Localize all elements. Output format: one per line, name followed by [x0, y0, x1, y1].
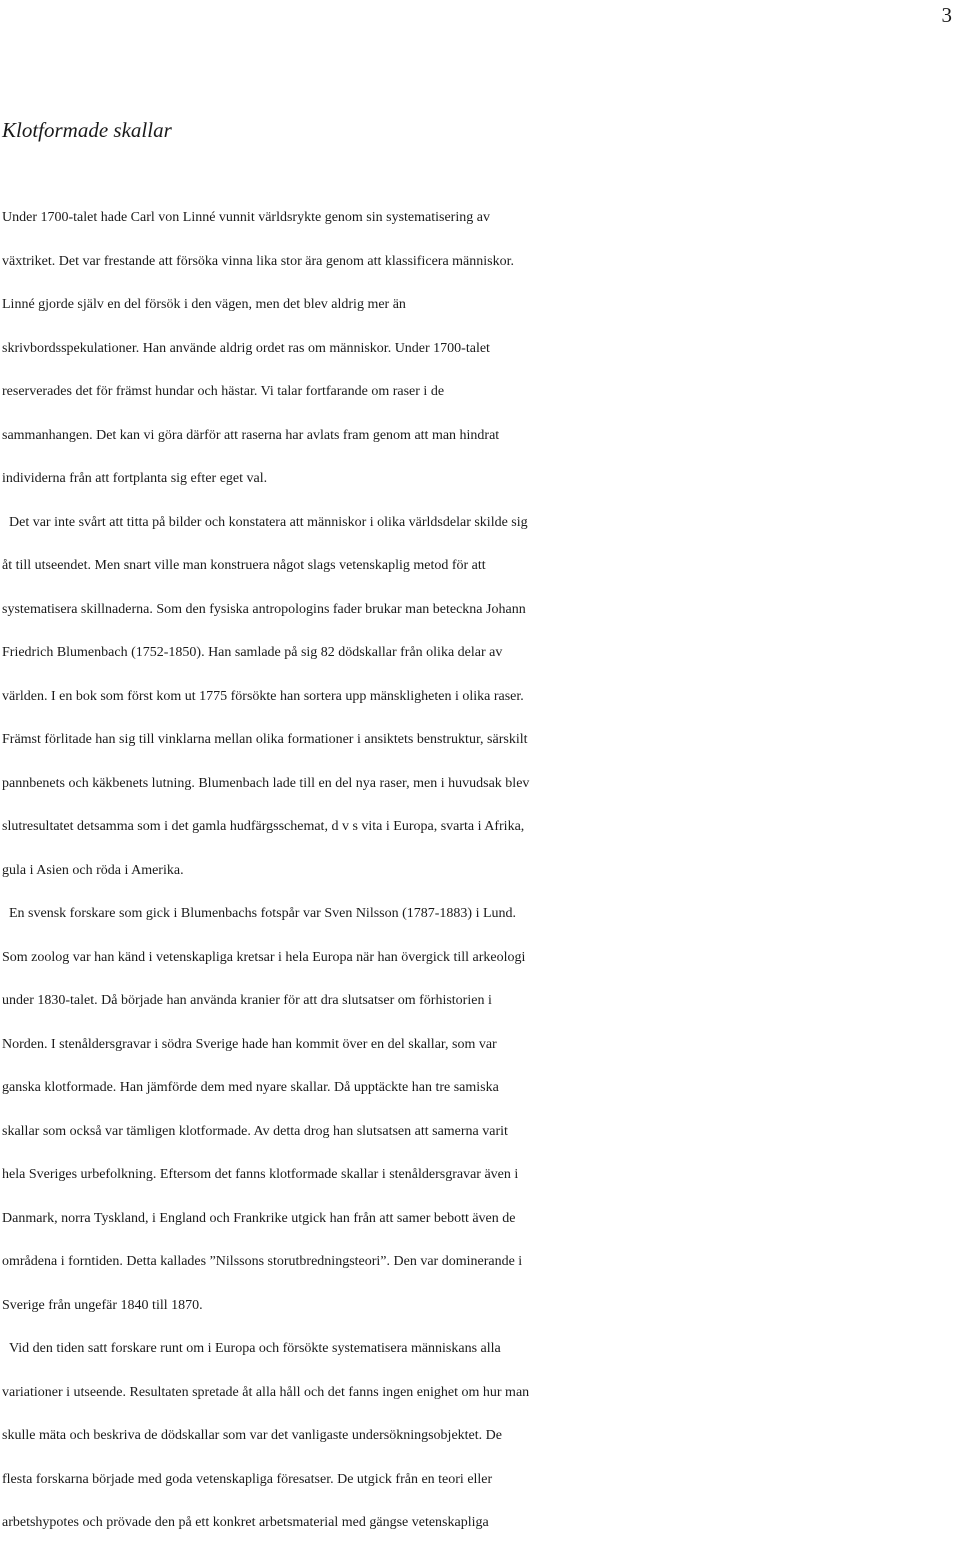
- text-line: skulle mäta och beskriva de dödskallar som var det vanligaste undersökningsobjektet. De: [2, 1428, 502, 1443]
- text-line: reserverades det för främst hundar och hästar. Vi talar fortfarande om raser i de: [2, 384, 445, 399]
- text-line: Som zoolog var han känd i vetenskapliga kretsar i hela Europa när han övergick till arkeologi: [2, 949, 526, 965]
- text-line: åt till utseendet. Men snart ville man konstruera något slags vetenskaplig metod för att: [2, 558, 486, 573]
- body-text: [2, 196, 960, 1545]
- text-line: variationer i utseende. Resultaten spretade åt alla håll och det fanns ingen enighet om hur man: [2, 1384, 530, 1400]
- text-line: under 1830-talet. Då började han använda kranier för att dra slutsatser om förhistorien i: [2, 993, 492, 1008]
- text-line: slutresultatet detsamma som i det gamla hudfärgsschemat, d v s vita i Europa, svarta i Afrika,: [2, 819, 525, 834]
- text-line: En svensk forskare som gick i Blumenbachs fotspår var Sven Nilsson (1787-1883) i Lund.: [2, 906, 517, 921]
- section-heading: Klotformade skallar: [2, 118, 172, 142]
- text-line: arbetshypotes och prövade den på ett konkret arbetsmaterial med gängse vetenskapliga: [2, 1515, 489, 1530]
- text-line: skrivbordsspekulationer. Han använde aldrig ordet ras om människor. Under 1700-talet: [2, 340, 490, 356]
- text-line: hela Sveriges urbefolkning. Eftersom det fanns klotformade skallar i stenåldersgravar även i: [2, 1167, 519, 1182]
- text-line: Vid den tiden satt forskare runt om i Europa och försökte systematisera människans alla: [2, 1341, 501, 1356]
- text-line: flesta forskarna började med goda vetenskapliga föresatser. De utgick från en teori eller: [2, 1471, 493, 1487]
- text-line: områdena i forntiden. Detta kallades ”Nilssons storutbredningsteori”. Den var dominerande i: [2, 1254, 523, 1269]
- text-line: pannbenets och käkbenets lutning. Blumenbach lade till en del nya raser, men i huvudsak blev: [2, 775, 530, 791]
- text-line: Sverige från ungefär 1840 till 1870.: [2, 1297, 203, 1313]
- page-number: 3: [941, 3, 952, 27]
- text-line: Linné gjorde själv en del försök i den vägen, men det blev aldrig mer än: [2, 297, 406, 312]
- text-line: Norden. I stenåldersgravar i södra Sverige hade han kommit över en del skallar, som var: [2, 1036, 497, 1052]
- text-line: världen. I en bok som först kom ut 1775 försökte han sortera upp mänskligheten i olika raser.: [2, 688, 524, 704]
- text-line: individerna från att fortplanta sig efter eget val.: [2, 471, 268, 486]
- text-line: systematisera skillnaderna. Som den fysiska antropologins fader brukar man beteckna Johann: [2, 601, 526, 617]
- text-line: skallar som också var tämligen klotformade. Av detta drog han slutsatsen att samerna varit: [2, 1123, 508, 1139]
- text-line: Under 1700-talet hade Carl von Linné vunnit världsrykte genom sin systematisering av: [2, 210, 490, 225]
- text-line: Friedrich Blumenbach (1752-1850). Han samlade på sig 82 dödskallar från olika delar av: [2, 645, 503, 660]
- text-line: Danmark, norra Tyskland, i England och Frankrike utgick han från att samer bebott även de: [2, 1210, 516, 1226]
- text-line: gula i Asien och röda i Amerika.: [2, 862, 184, 878]
- text-line: ganska klotformade. Han jämförde dem med nyare skallar. Då upptäckte han tre samiska: [2, 1080, 499, 1095]
- text-line: sammanhangen. Det kan vi göra därför att raserna har avlats fram genom att man hindrat: [2, 427, 500, 443]
- text-line: Det var inte svårt att titta på bilder och konstatera att människor i olika världsdelar skilde sig: [2, 514, 528, 530]
- text-line: Främst förlitade han sig till vinklarna mellan olika formationer i ansiktets benstruktur, särskilt: [2, 732, 528, 747]
- text-line: växtriket. Det var frestande att försöka vinna lika stor ära genom att klassificera människor.: [2, 253, 514, 269]
